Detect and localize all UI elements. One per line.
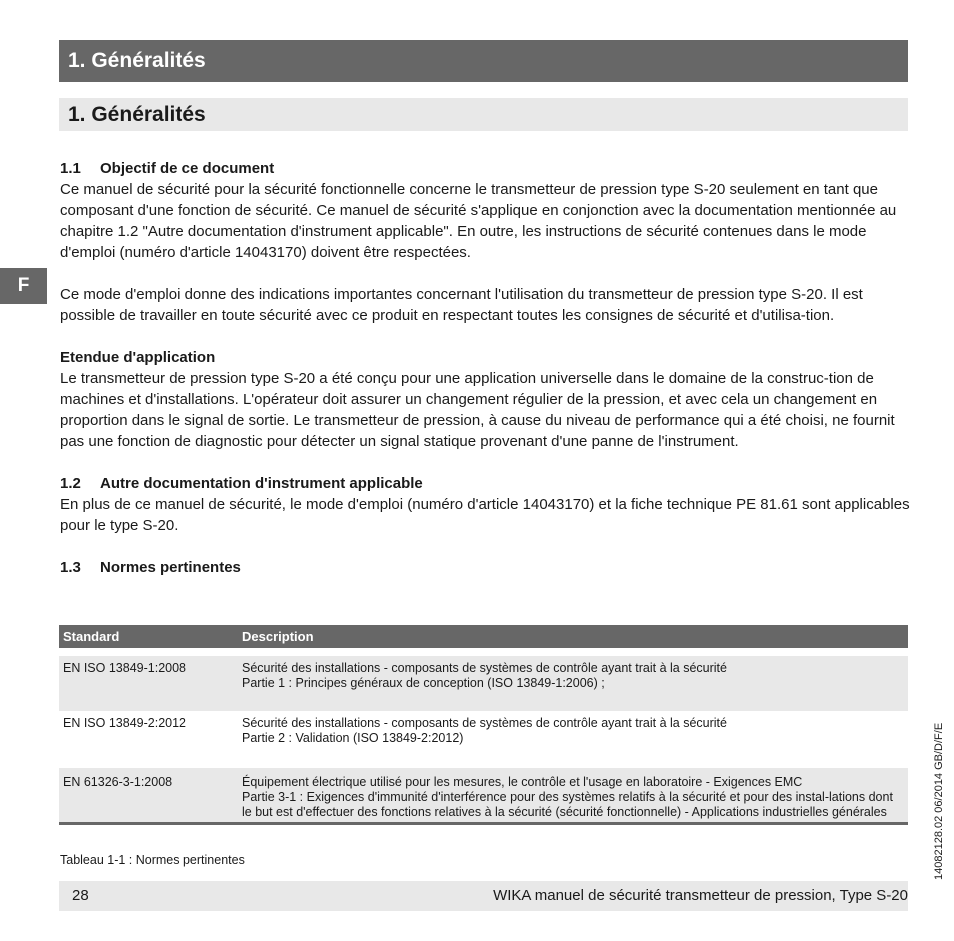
footer-title: WIKA manuel de sécurité transmetteur de pression, Type S-20 [493,887,908,904]
document-code: 14082128.02 06/2014 GB/D/F/E [933,722,945,880]
standards-table [59,625,908,825]
standard-cell: EN 61326-3-1:2008 [59,768,238,824]
description-line: Partie 2 : Validation (ISO 13849-2:2012) [242,731,464,745]
body-content [60,158,910,578]
language-tab: F [0,268,47,304]
table-header [59,625,908,648]
description-cell [238,768,908,824]
chapter-title: 1. Généralités [59,40,908,82]
heading-1-1-title: Objectif de ce document [100,160,275,177]
paragraph-1-1-a: Ce manuel de sécurité pour la sécurité fonctionnelle concerne le transmetteur de pression type S-20 seulement en tant que composant d'une fonction de sécurité. Ce manuel de sécurité s'applique en conjonction avec la documentation mentionnée au chapitre 1.2 "Autre documentation d'instrument applicable". En outre, les instructions de sécurité contenues dans le mode d'emploi (numéro d'article 14043170) doivent être respectées. [60,181,897,261]
description-line: Équipement électrique utilisé pour les mesures, le contrôle et l'usage en laboratoire - Exigences EMC [242,775,803,789]
description-line: Partie 3-1 : Exigences d'immunité d'interférence pour des systèmes relatifs à la sécurité et pour des instal-lations dont le but est d'effectuer des fonctions relatives à la sécurité (sécurité fonctionnelle) - Applications industrielles générales [242,790,893,819]
column-header-description: Description [238,625,908,648]
heading-1-1 [60,158,910,179]
heading-1-2-number: 1.2 [60,475,81,492]
heading-1-3 [60,557,910,578]
description-cell [238,711,908,768]
heading-1-2-title: Autre documentation d'instrument applicable [100,475,423,492]
table-row [59,656,908,711]
heading-1-1-number: 1.1 [60,160,81,177]
description-cell [238,656,908,711]
heading-1-2 [60,473,910,494]
paragraph-1-2: En plus de ce manuel de sécurité, le mode d'emploi (numéro d'article 14043170) et la fiche technique PE 81.61 sont applicables pour le type S-20. [60,496,910,534]
heading-1-3-title: Normes pertinentes [100,559,241,576]
table-caption: Tableau 1-1 : Normes pertinentes [60,853,245,867]
heading-scope: Etendue d'application [60,349,216,366]
page-footer [59,881,908,911]
section-title: 1. Généralités [59,98,908,131]
table-row [59,768,908,824]
description-line: Sécurité des installations - composants de systèmes de contrôle ayant trait à la sécurité [242,661,727,675]
paragraph-1-1-b: Ce mode d'emploi donne des indications importantes concernant l'utilisation du transmetteur de pression type S-20. Il est possible de travailler en toute sécurité avec ce produit en respectant toutes les consignes de sécurité et d'utilisa-tion. [60,286,863,324]
description-line: Partie 1 : Principes généraux de conception (ISO 13849-1:2006) ; [242,676,605,690]
standard-cell: EN ISO 13849-1:2008 [59,656,238,711]
paragraph-scope: Le transmetteur de pression type S-20 a été conçu pour une application universelle dans le domaine de la construc-tion de machines et d'installations. L'opérateur doit assurer un changement régulier de la pression, et avec cela un changement en proportion dans le signal de sortie. Le transmetteur de pression, à cause du niveau de performance qui a été choisi, ne fournit pas une fonction de diagnostic pour détecter un signal statique provenant d'une panne de l'instrument. [60,370,895,450]
standard-cell: EN ISO 13849-2:2012 [63,716,186,730]
column-header-standard: Standard [59,625,238,648]
page-number: 28 [72,887,89,904]
table-row [59,711,908,768]
heading-1-3-number: 1.3 [60,559,81,576]
description-line: Sécurité des installations - composants de systèmes de contrôle ayant trait à la sécurité [242,716,727,730]
